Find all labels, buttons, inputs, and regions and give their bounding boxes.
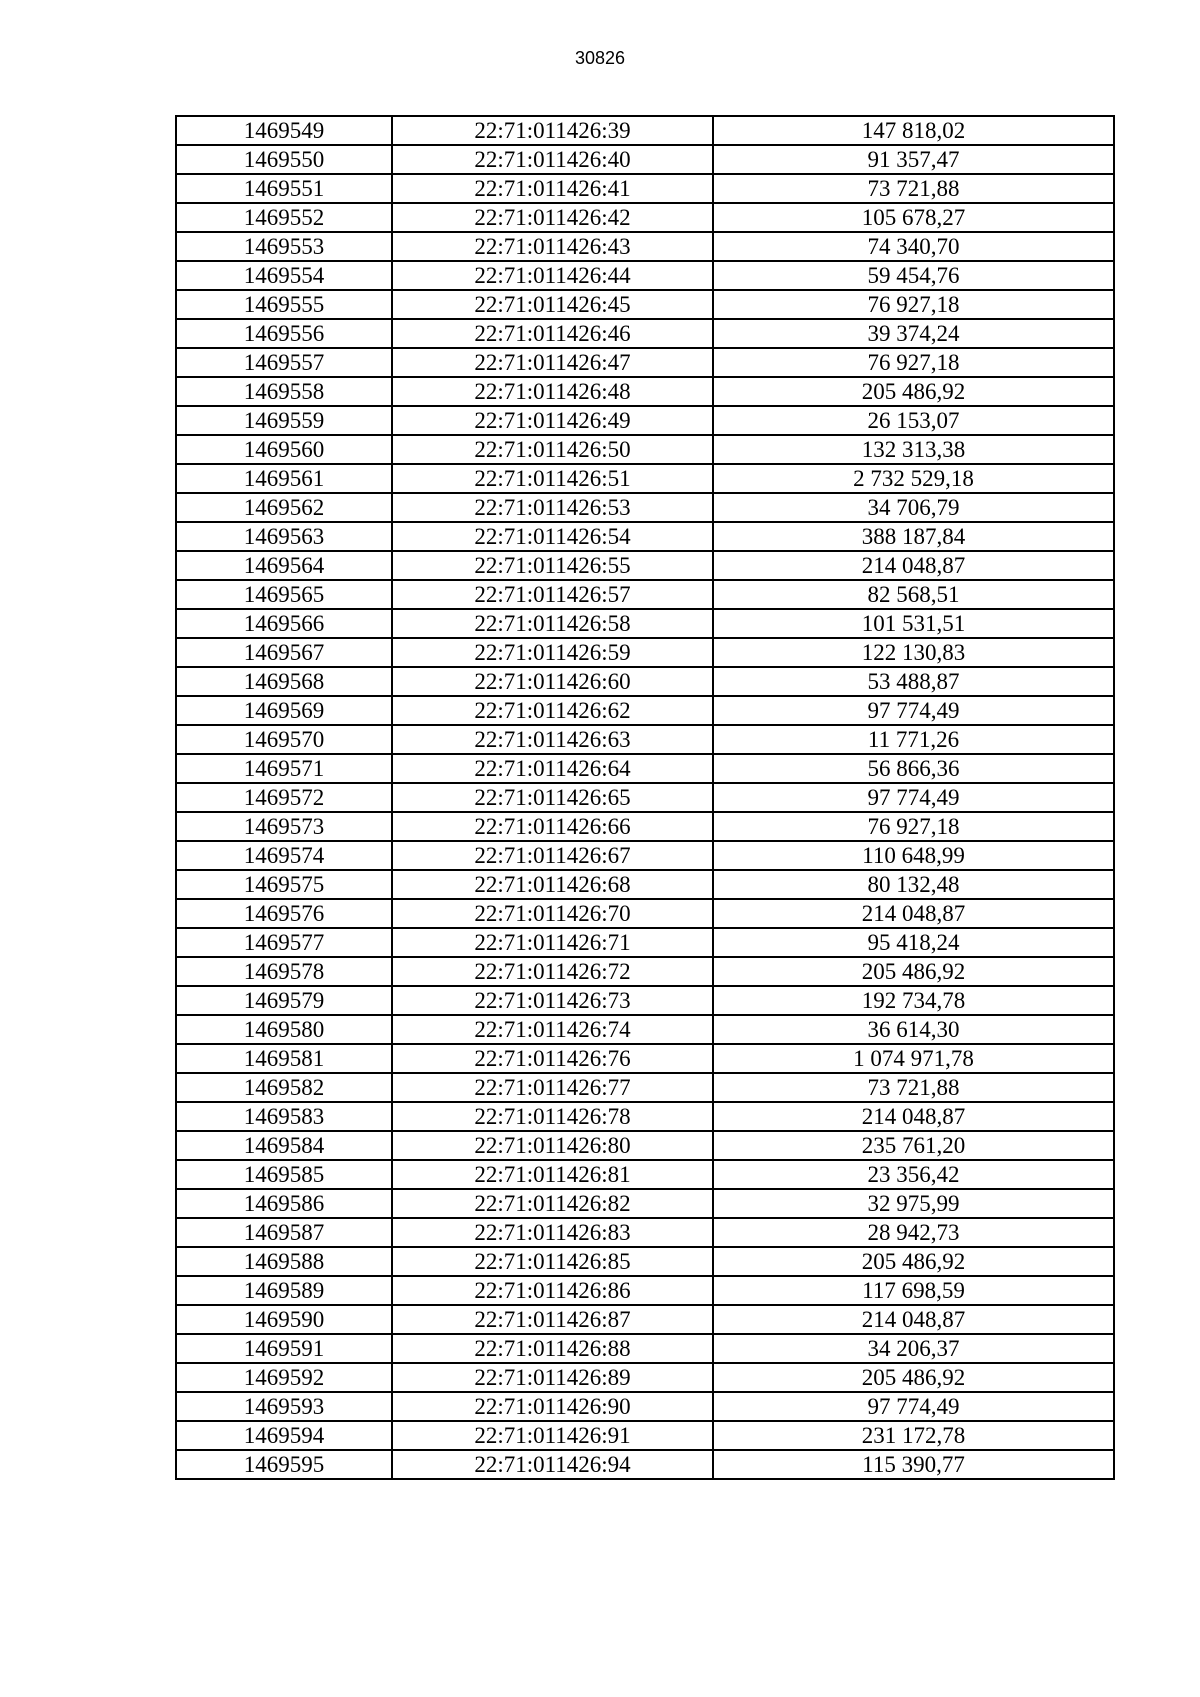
table-row [176, 870, 1114, 899]
cadastral-number-cell: 22:71:011426:66 [392, 812, 713, 841]
cadastral-number-cell: 22:71:011426:80 [392, 1131, 713, 1160]
table-row [176, 667, 1114, 696]
table-row [176, 1421, 1114, 1450]
table-row [176, 348, 1114, 377]
row-id-cell: 1469584 [176, 1131, 392, 1160]
value-cell: 97 774,49 [713, 783, 1114, 812]
value-cell: 95 418,24 [713, 928, 1114, 957]
cadastral-number-cell: 22:71:011426:81 [392, 1160, 713, 1189]
table-row [176, 899, 1114, 928]
table-row [176, 522, 1114, 551]
table-row [176, 609, 1114, 638]
value-cell: 115 390,77 [713, 1450, 1114, 1479]
cadastral-number-cell: 22:71:011426:68 [392, 870, 713, 899]
table-row [176, 261, 1114, 290]
value-cell: 59 454,76 [713, 261, 1114, 290]
table-row [176, 928, 1114, 957]
table-row [176, 1015, 1114, 1044]
value-cell: 1 074 971,78 [713, 1044, 1114, 1073]
cadastral-number-cell: 22:71:011426:42 [392, 203, 713, 232]
table-row [176, 696, 1114, 725]
table-row [176, 290, 1114, 319]
row-id-cell: 1469594 [176, 1421, 392, 1450]
value-cell: 235 761,20 [713, 1131, 1114, 1160]
cadastral-number-cell: 22:71:011426:53 [392, 493, 713, 522]
cadastral-number-cell: 22:71:011426:91 [392, 1421, 713, 1450]
value-cell: 117 698,59 [713, 1276, 1114, 1305]
cadastral-number-cell: 22:71:011426:64 [392, 754, 713, 783]
table-row [176, 493, 1114, 522]
table-row [176, 551, 1114, 580]
table-row [176, 754, 1114, 783]
value-cell: 205 486,92 [713, 377, 1114, 406]
value-cell: 53 488,87 [713, 667, 1114, 696]
row-id-cell: 1469556 [176, 319, 392, 348]
cadastral-number-cell: 22:71:011426:40 [392, 145, 713, 174]
row-id-cell: 1469566 [176, 609, 392, 638]
table-row [176, 377, 1114, 406]
row-id-cell: 1469583 [176, 1102, 392, 1131]
cadastral-number-cell: 22:71:011426:76 [392, 1044, 713, 1073]
table-row [176, 464, 1114, 493]
table-row [176, 435, 1114, 464]
cadastral-number-cell: 22:71:011426:86 [392, 1276, 713, 1305]
row-id-cell: 1469561 [176, 464, 392, 493]
table-row [176, 1218, 1114, 1247]
cadastral-number-cell: 22:71:011426:65 [392, 783, 713, 812]
row-id-cell: 1469578 [176, 957, 392, 986]
cadastral-number-cell: 22:71:011426:71 [392, 928, 713, 957]
table-row [176, 1276, 1114, 1305]
table-row [176, 232, 1114, 261]
value-cell: 11 771,26 [713, 725, 1114, 754]
cadastral-number-cell: 22:71:011426:59 [392, 638, 713, 667]
cadastral-number-cell: 22:71:011426:63 [392, 725, 713, 754]
row-id-cell: 1469574 [176, 841, 392, 870]
value-cell: 205 486,92 [713, 1363, 1114, 1392]
cadastral-number-cell: 22:71:011426:57 [392, 580, 713, 609]
cadastral-number-cell: 22:71:011426:89 [392, 1363, 713, 1392]
cadastral-number-cell: 22:71:011426:54 [392, 522, 713, 551]
table-row [176, 406, 1114, 435]
value-cell: 205 486,92 [713, 1247, 1114, 1276]
row-id-cell: 1469572 [176, 783, 392, 812]
cadastral-number-cell: 22:71:011426:94 [392, 1450, 713, 1479]
value-cell: 76 927,18 [713, 812, 1114, 841]
value-cell: 214 048,87 [713, 1305, 1114, 1334]
cadastral-number-cell: 22:71:011426:47 [392, 348, 713, 377]
row-id-cell: 1469562 [176, 493, 392, 522]
table-row [176, 1073, 1114, 1102]
row-id-cell: 1469573 [176, 812, 392, 841]
value-cell: 73 721,88 [713, 174, 1114, 203]
value-cell: 2 732 529,18 [713, 464, 1114, 493]
row-id-cell: 1469592 [176, 1363, 392, 1392]
row-id-cell: 1469550 [176, 145, 392, 174]
row-id-cell: 1469551 [176, 174, 392, 203]
value-cell: 105 678,27 [713, 203, 1114, 232]
table-row [176, 1102, 1114, 1131]
cadastral-number-cell: 22:71:011426:88 [392, 1334, 713, 1363]
row-id-cell: 1469587 [176, 1218, 392, 1247]
table-row [176, 1044, 1114, 1073]
row-id-cell: 1469595 [176, 1450, 392, 1479]
cadastral-number-cell: 22:71:011426:67 [392, 841, 713, 870]
row-id-cell: 1469552 [176, 203, 392, 232]
cadastral-number-cell: 22:71:011426:73 [392, 986, 713, 1015]
row-id-cell: 1469591 [176, 1334, 392, 1363]
row-id-cell: 1469588 [176, 1247, 392, 1276]
table-row [176, 986, 1114, 1015]
value-cell: 80 132,48 [713, 870, 1114, 899]
cadastral-number-cell: 22:71:011426:55 [392, 551, 713, 580]
value-cell: 110 648,99 [713, 841, 1114, 870]
row-id-cell: 1469557 [176, 348, 392, 377]
row-id-cell: 1469555 [176, 290, 392, 319]
row-id-cell: 1469549 [176, 116, 392, 145]
cadastral-number-cell: 22:71:011426:48 [392, 377, 713, 406]
table-row [176, 1363, 1114, 1392]
page-number: 30826 [574, 48, 626, 68]
row-id-cell: 1469554 [176, 261, 392, 290]
value-cell: 82 568,51 [713, 580, 1114, 609]
row-id-cell: 1469575 [176, 870, 392, 899]
value-cell: 36 614,30 [713, 1015, 1114, 1044]
value-cell: 74 340,70 [713, 232, 1114, 261]
cadastral-number-cell: 22:71:011426:43 [392, 232, 713, 261]
value-cell: 56 866,36 [713, 754, 1114, 783]
value-cell: 76 927,18 [713, 348, 1114, 377]
cadastral-number-cell: 22:71:011426:82 [392, 1189, 713, 1218]
table-row [176, 319, 1114, 348]
value-cell: 214 048,87 [713, 551, 1114, 580]
table-row [176, 116, 1114, 145]
table-row [176, 174, 1114, 203]
row-id-cell: 1469565 [176, 580, 392, 609]
table-row [176, 145, 1114, 174]
row-id-cell: 1469553 [176, 232, 392, 261]
cadastral-number-cell: 22:71:011426:78 [392, 1102, 713, 1131]
value-cell: 214 048,87 [713, 1102, 1114, 1131]
row-id-cell: 1469576 [176, 899, 392, 928]
table-row [176, 1305, 1114, 1334]
table-row [176, 783, 1114, 812]
row-id-cell: 1469581 [176, 1044, 392, 1073]
cadastral-number-cell: 22:71:011426:90 [392, 1392, 713, 1421]
value-cell: 192 734,78 [713, 986, 1114, 1015]
value-cell: 205 486,92 [713, 957, 1114, 986]
row-id-cell: 1469571 [176, 754, 392, 783]
row-id-cell: 1469564 [176, 551, 392, 580]
cadastral-number-cell: 22:71:011426:60 [392, 667, 713, 696]
table-row [176, 1392, 1114, 1421]
data-table [175, 115, 1115, 1480]
table-row [176, 203, 1114, 232]
row-id-cell: 1469570 [176, 725, 392, 754]
row-id-cell: 1469580 [176, 1015, 392, 1044]
row-id-cell: 1469567 [176, 638, 392, 667]
cadastral-number-cell: 22:71:011426:45 [392, 290, 713, 319]
cadastral-number-cell: 22:71:011426:70 [392, 899, 713, 928]
value-cell: 76 927,18 [713, 290, 1114, 319]
value-cell: 26 153,07 [713, 406, 1114, 435]
cadastral-number-cell: 22:71:011426:74 [392, 1015, 713, 1044]
table-row [176, 1450, 1114, 1479]
table-row [176, 841, 1114, 870]
cadastral-number-cell: 22:71:011426:62 [392, 696, 713, 725]
table-row [176, 1189, 1114, 1218]
cadastral-number-cell: 22:71:011426:46 [392, 319, 713, 348]
row-id-cell: 1469568 [176, 667, 392, 696]
cadastral-number-cell: 22:71:011426:44 [392, 261, 713, 290]
value-cell: 132 313,38 [713, 435, 1114, 464]
cadastral-number-cell: 22:71:011426:39 [392, 116, 713, 145]
cadastral-number-cell: 22:71:011426:58 [392, 609, 713, 638]
value-cell: 388 187,84 [713, 522, 1114, 551]
cadastral-number-cell: 22:71:011426:41 [392, 174, 713, 203]
table-row [176, 812, 1114, 841]
table-row [176, 725, 1114, 754]
value-cell: 101 531,51 [713, 609, 1114, 638]
value-cell: 73 721,88 [713, 1073, 1114, 1102]
value-cell: 147 818,02 [713, 116, 1114, 145]
value-cell: 91 357,47 [713, 145, 1114, 174]
value-cell: 39 374,24 [713, 319, 1114, 348]
table-row [176, 638, 1114, 667]
cadastral-number-cell: 22:71:011426:72 [392, 957, 713, 986]
value-cell: 231 172,78 [713, 1421, 1114, 1450]
row-id-cell: 1469560 [176, 435, 392, 464]
row-id-cell: 1469569 [176, 696, 392, 725]
cadastral-number-cell: 22:71:011426:49 [392, 406, 713, 435]
row-id-cell: 1469563 [176, 522, 392, 551]
row-id-cell: 1469586 [176, 1189, 392, 1218]
value-cell: 97 774,49 [713, 696, 1114, 725]
cadastral-number-cell: 22:71:011426:85 [392, 1247, 713, 1276]
row-id-cell: 1469577 [176, 928, 392, 957]
row-id-cell: 1469589 [176, 1276, 392, 1305]
value-cell: 32 975,99 [713, 1189, 1114, 1218]
value-cell: 23 356,42 [713, 1160, 1114, 1189]
row-id-cell: 1469590 [176, 1305, 392, 1334]
row-id-cell: 1469582 [176, 1073, 392, 1102]
value-cell: 28 942,73 [713, 1218, 1114, 1247]
row-id-cell: 1469558 [176, 377, 392, 406]
value-cell: 214 048,87 [713, 899, 1114, 928]
table-row [176, 1247, 1114, 1276]
value-cell: 34 206,37 [713, 1334, 1114, 1363]
row-id-cell: 1469593 [176, 1392, 392, 1421]
table-row [176, 1131, 1114, 1160]
table-body [176, 116, 1114, 1479]
cadastral-number-cell: 22:71:011426:51 [392, 464, 713, 493]
cadastral-number-cell: 22:71:011426:50 [392, 435, 713, 464]
table-row [176, 957, 1114, 986]
value-cell: 97 774,49 [713, 1392, 1114, 1421]
row-id-cell: 1469579 [176, 986, 392, 1015]
value-cell: 122 130,83 [713, 638, 1114, 667]
table-row [176, 1334, 1114, 1363]
table-row [176, 1160, 1114, 1189]
row-id-cell: 1469559 [176, 406, 392, 435]
row-id-cell: 1469585 [176, 1160, 392, 1189]
value-cell: 34 706,79 [713, 493, 1114, 522]
table-row [176, 580, 1114, 609]
cadastral-number-cell: 22:71:011426:87 [392, 1305, 713, 1334]
cadastral-number-cell: 22:71:011426:83 [392, 1218, 713, 1247]
cadastral-number-cell: 22:71:011426:77 [392, 1073, 713, 1102]
